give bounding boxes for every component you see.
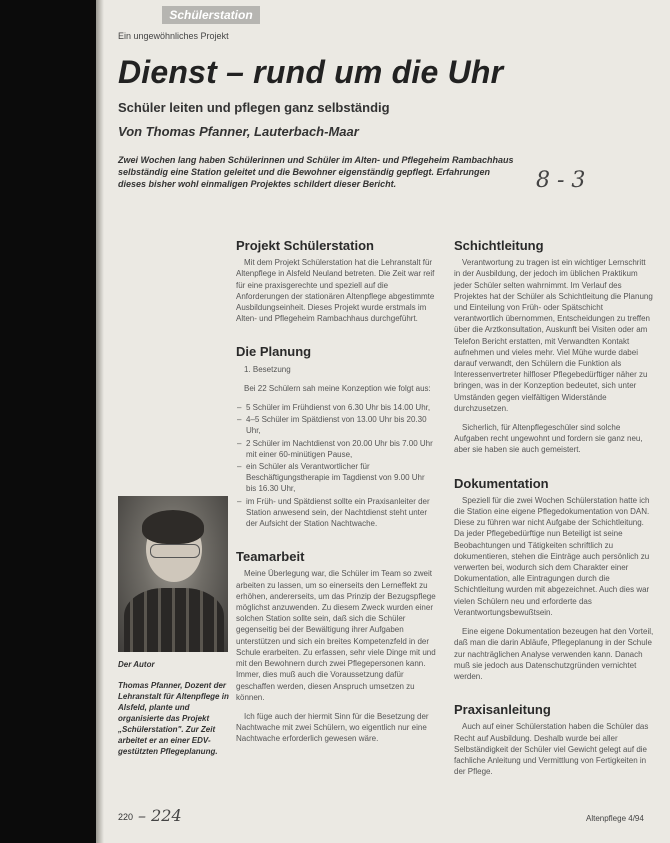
section-title-planung: Die Planung — [236, 344, 312, 360]
paragraph: Bei 22 Schülern sah meine Konzeption wie folgt aus: — [244, 383, 431, 393]
lead-paragraph: Zwei Wochen lang haben Schülerinnen und Schüler im Alten- und Pflegeheim Rambachhaus selbständig eine Station geleitet und die Bewohner eigenständig gepflegt. Erfahrungen dieses bisher wohl einmaligen Projektes schildert dieser Bericht. — [118, 155, 514, 189]
photo-sweater — [124, 588, 224, 652]
photo-glasses — [150, 544, 200, 558]
photo-caption: Thomas Pfanner, Dozent der Lehranstalt für Altenpflege in Alsfeld, plante und organisierte das Projekt „Schülerstation". Zur Zeit arbeitet er an einer EDV-gestützten Pflegeplanung. — [118, 681, 229, 756]
byline: Von Thomas Pfanner, Lauterbach-Maar — [118, 124, 359, 139]
paragraph: Mit dem Projekt Schülerstation hat die Lehranstalt für Altenpflege in Alsfeld Neuland betreten. Die Zeit war reif für eine praxisgerechte und speziell auf die Anforderungen der stationären Altenpflege abgestimmte Ausbildungseinheit. Dieses Projekt wurde erstmals im Alten- und Pflegeheim Rambachhaus durchgeführt. — [236, 258, 435, 324]
paragraph: Auch auf einer Schülerstation haben die Schüler das Recht auf Ausbildung. Deshalb wurde bei aller Selbständigkeit der Schüler viel Gewicht gelegt auf die fachliche Anleitung und Vermittlung von Fertigkeiten in der Pflege. — [454, 722, 649, 777]
subhead: Schüler leiten und pflegen ganz selbständig — [118, 100, 390, 115]
section-tag: Schülerstation — [162, 6, 260, 24]
journal-footer: Altenpflege 4/94 — [586, 814, 644, 823]
magazine-page — [96, 0, 670, 843]
paragraph: Sicherlich, für Altenpflegeschüler sind solche Aufgaben recht ungewohnt und fordern sie ganz neu, aber sie haben sie auch gemeistert. — [454, 423, 643, 455]
headline: Dienst – rund um die Uhr — [118, 54, 504, 90]
section-title-projekt: Projekt Schülerstation — [236, 238, 374, 253]
list-item: – ein Schüler als Verantwortlicher für Beschäftigungstherapie im Tagdienst von 9.00 Uhr bis 16.30 Uhr, — [246, 461, 436, 495]
section-title-teamarbeit: Teamarbeit — [236, 549, 305, 565]
section-title-dokumentation: Dokumentation — [454, 475, 549, 491]
section-title-schichtleitung: Schichtleitung — [454, 238, 544, 253]
staffing-list — [236, 402, 436, 529]
paragraph: Eine eigene Dokumentation bezeugen hat den Vorteil, daß man die darin Abläufe, Pflegeplanung in der Schule zur nachträglichen Analyse verwenden kann. Danach muß sie jedoch aus Datenschutzgründen vernichtet werden. — [454, 627, 654, 681]
column-1 — [236, 240, 436, 753]
paragraph: 1. Besetzung — [244, 364, 291, 374]
kicker: Ein ungewöhnliches Projekt — [118, 31, 229, 41]
paragraph: Meine Überlegung war, die Schüler im Team so zweit arbeiten zu lassen, um so einerseits den Lerneffekt zu erhöhen, andererseits, um das Prinzip der Bezugspflege möglichst anzuwenden. Zu diesem Zweck wurden einer solchen Station sollte sein, daß sich die Schüler gegenseitig bei der Bewältigung ihrer Aufgaben unterstützen und sich ein breites Kompetenzfeld in der Schule erarbeiten. Zu erfassen, sehr viele Dinge mit und mit den Bewohnern durch zwei Pflegepersonen kann. Immer, dies muß auch die Voraussetzung dafür geschaffen werden, diesen Anspruch umsetzen zu können. — [236, 569, 436, 702]
paragraph: Speziell für die zwei Wochen Schülerstation hatte ich die Station eine eigene Pflegedokumentation von DAN. Diese zu führen war nicht Aufgabe der Schichtleitung. Da jeder Pflegebedürftige nun Beteiligt ist seine Beobachtungen und Tätigkeiten schriftlich zu dokumentieren, stehen die Einträge auch persönlich zu verwerten bei, wodurch sich dem Charakter einer Dokumentation, alle Eintragungen durch die Schichtleitung wurden mit abgezeichnet. Auch dies war vielen Schülern neu und erforderte das Verantwortungsbewußtsein. — [454, 495, 650, 617]
paragraph: Verantwortung zu tragen ist ein wichtiger Lernschritt in der Ausbildung, der jedoch im üblichen Praktikum jeder Schüler selten wahrnimmt. Im Verlauf des Projektes hat der Schüler als Schichtleitung die Planung und Einteilung von Früh- oder Spätschicht verantwortlich übernommen, Entscheidungen zu treffen über die Arztkonsultation, Auskunft bei Visiten oder am Telefon Bericht erstatten, mit Verwandten Kontakt aufnehmen und vieles mehr. Viel Mühe wurde dabei darauf verwandt, den Schülern die Funktion als Interessenvertreter hilfloser Pflegebedürftiger näher zu bringen, was in der Konzeption bedeutet, sich unter Umständen gegen vielfältigen Widerstände durchzusetzen. — [454, 258, 653, 413]
section-title-praxisanleitung: Praxisanleitung — [454, 702, 551, 718]
list-item: – 2 Schüler im Nachtdienst von 20.00 Uhr bis 7.00 Uhr mit einer 60-minütigen Pause, — [246, 438, 436, 460]
column-2 — [454, 240, 654, 785]
handwritten-page-number: – 224 — [138, 806, 182, 825]
handwritten-note: 8 - 3 — [536, 168, 586, 193]
list-item: – 5 Schüler im Frühdienst von 6.30 Uhr bis 14.00 Uhr, — [246, 402, 436, 413]
author-photo — [118, 496, 228, 652]
list-item: – im Früh- und Spätdienst sollte ein Praxisanleiter der Station anwesend sein, der Nachtdienst steht unter der Aufsicht der Station Nachtwache. — [246, 496, 436, 530]
page-number: 220 — [118, 812, 134, 822]
paragraph: Ich füge auch der hiermit Sinn für die Besetzung der Nachtwache mit zwei Schülern, wo eigentlich nur eine Nachtwache erforderlich gewesen wäre. — [236, 711, 429, 744]
photo-caption-title: Der Autor — [118, 660, 155, 669]
photo-hair — [142, 510, 204, 544]
list-item: – 4–5 Schüler im Spätdienst von 13.00 Uhr bis 20.30 Uhr, — [246, 414, 436, 436]
